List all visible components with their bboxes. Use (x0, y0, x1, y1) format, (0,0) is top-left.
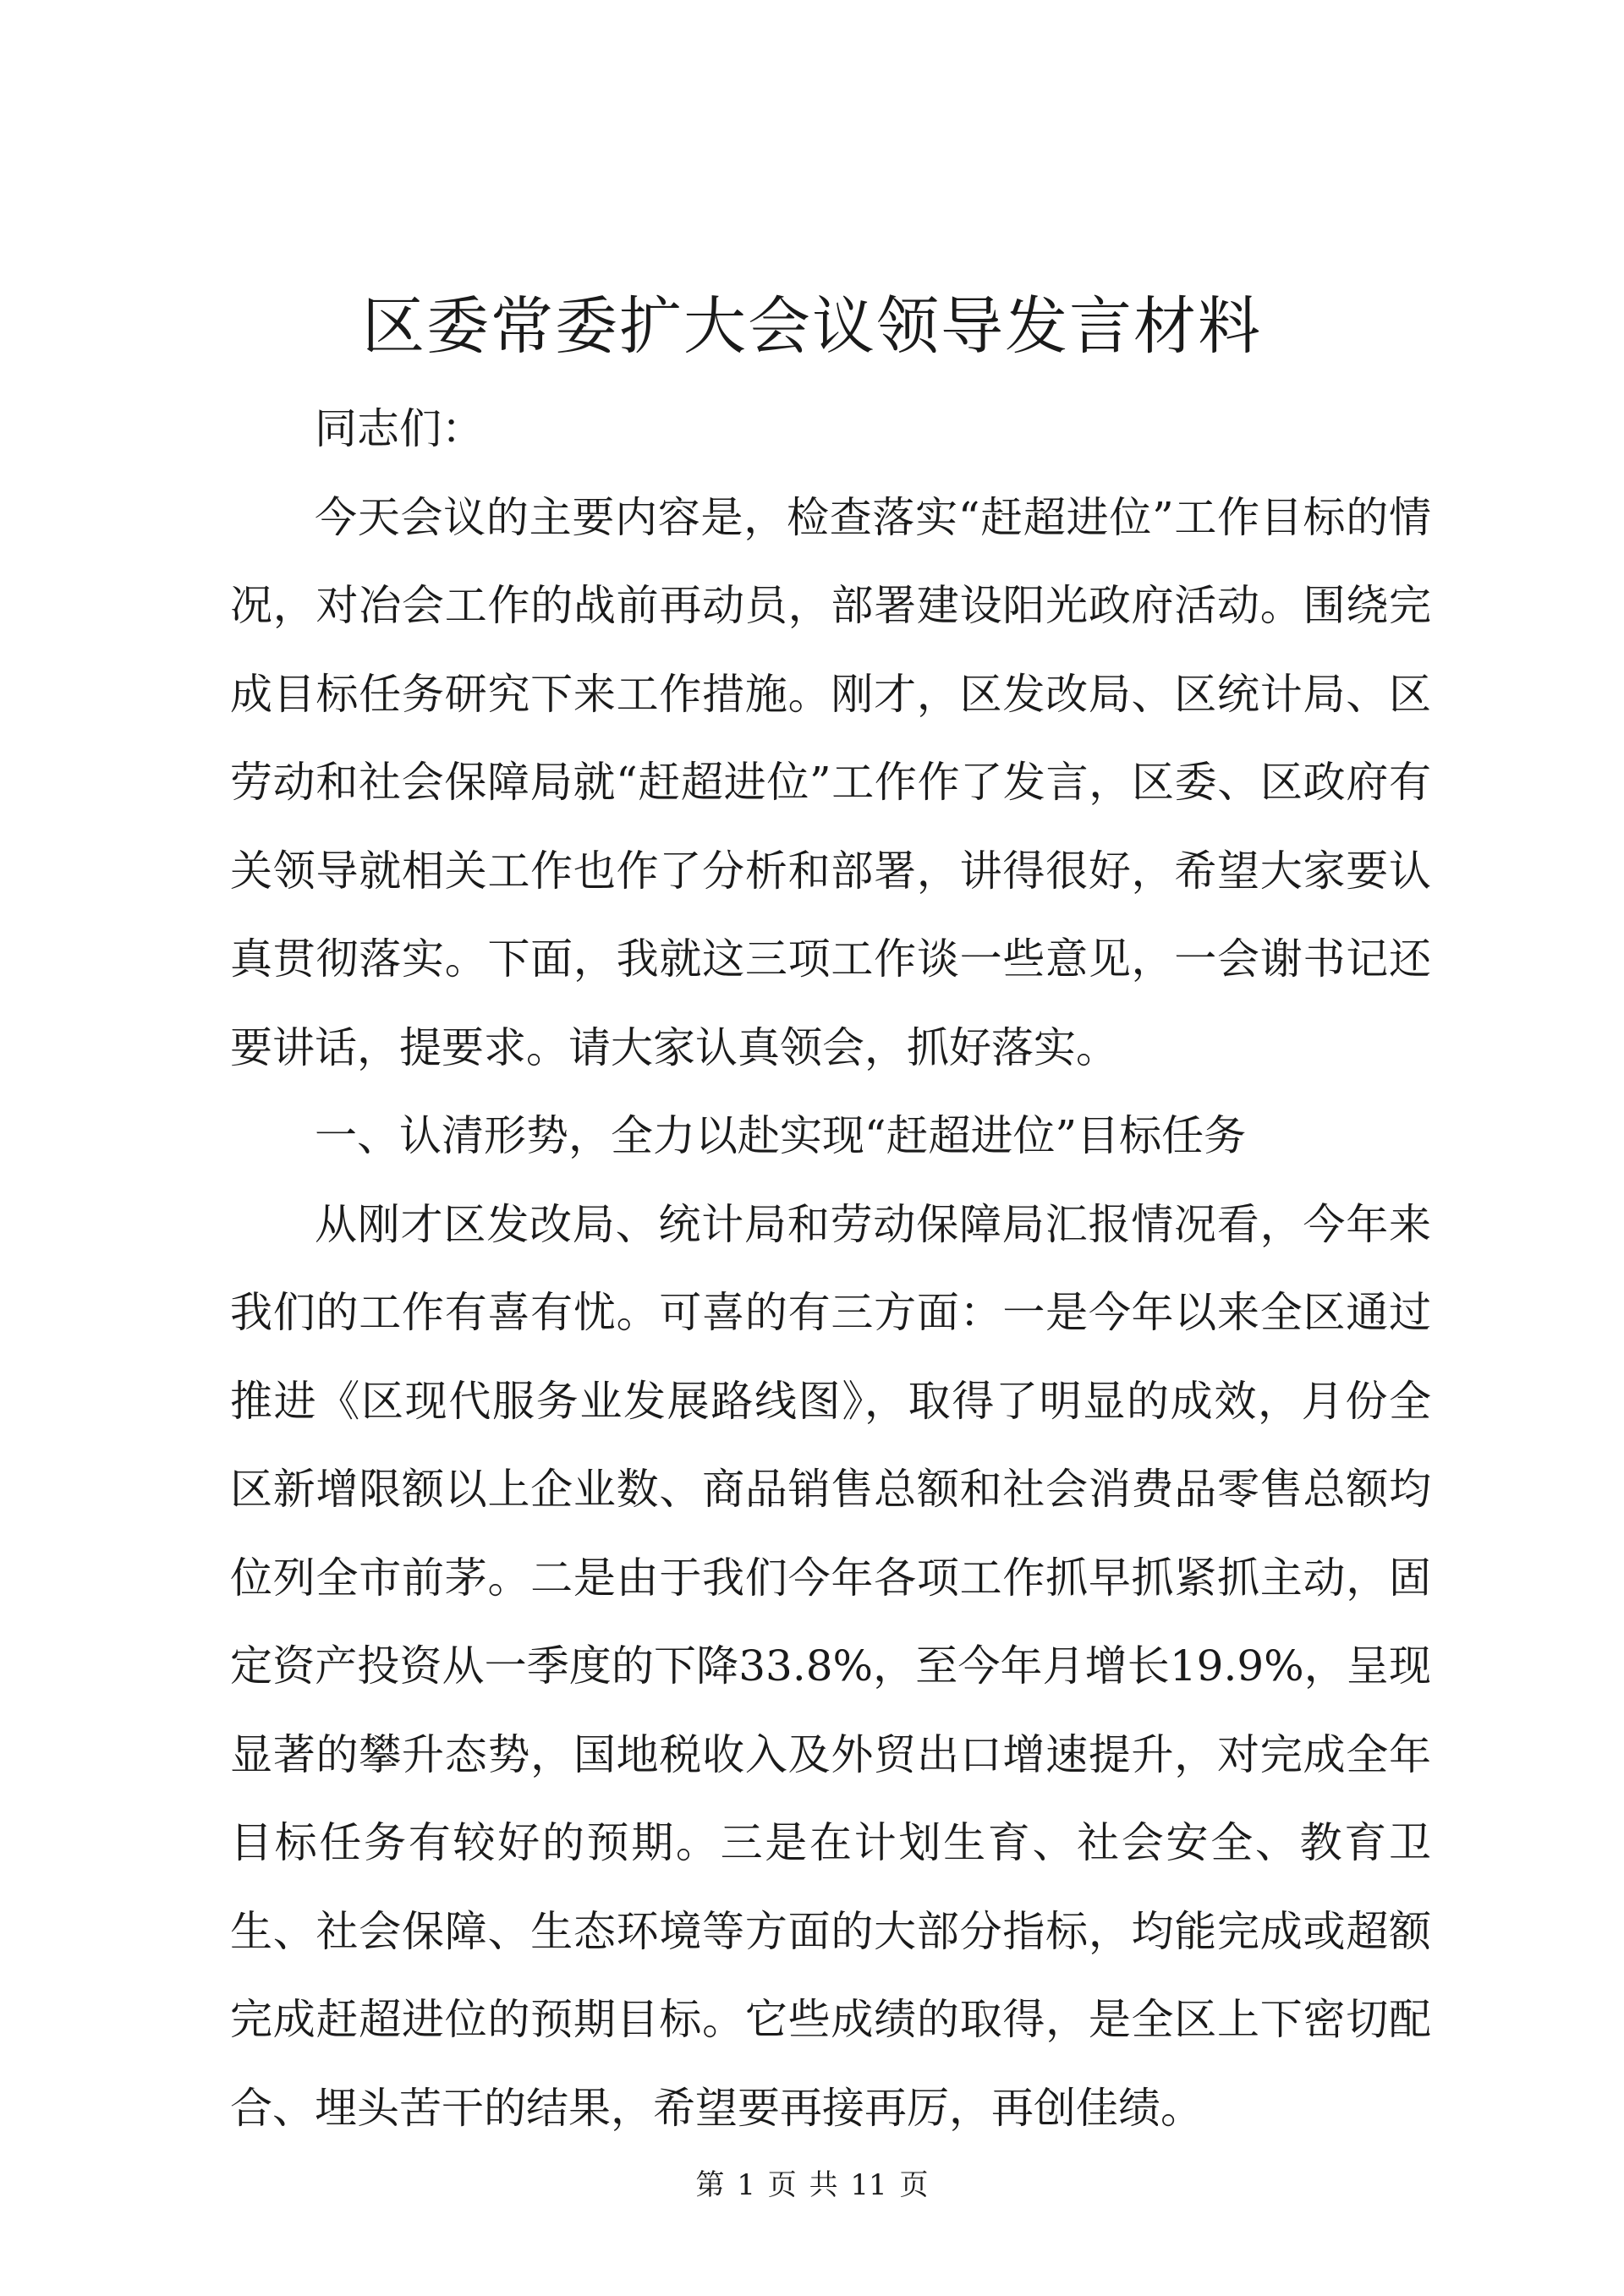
salutation-paragraph: 同志们： (315, 404, 484, 453)
document-title: 区委常委扩大会议领导发言材料 (362, 290, 1262, 363)
section-heading: 一、认清形势，全力以赴实现“赶超进位”目标任务 (315, 1111, 1247, 1160)
body-paragraph: 从刚才区发改局、统计局和劳动保障局汇报情况看，今年来我们的工作有喜有忧。可喜的有三方面：一是今年以来全区通过推进《区现代服务业发展路线图》，取得了明显的成效，月份全区新增限额以上企业数、商品销售总额和社会消费品零售总额均位列全市前茅。二是由于我们今年各项工作抓早抓紧抓主动，固定资产投资从一季度的下降33.8%，至今年月增长19.9%，呈现显著的攀升态势，国地税收入及外贸出口增速提升，对完成全年目标任务有较好的预期。三是在计划生育、社会安全、教育卫生、社会保障、生态环境等方面的大部分指标，均能完成或超额完成赶超进位的预期目标。它些成绩的取得，是全区上下密切配合、埋头苦干的结果，希望要再接再厉，再创佳绩。 (230, 1199, 1431, 2133)
document-body (230, 385, 1431, 2152)
page-footer: 第 1 页 共 11 页 (695, 2168, 929, 2202)
intro-paragraph: 今天会议的主要内容是，检查落实“赶超进位”工作目标的情况，对冶会工作的战前再动员，部署建设阳光政府活动。围绕完成目标任务研究下来工作措施。刚才，区发改局、区统计局、区劳动和社会保障局就“赶超进位”工作作了发言，区委、区政府有关领导就相关工作也作了分析和部署，讲得很好，希望大家要认真贯彻落实。下面，我就这三项工作谈一些意见，一会谢书记还要讲话，提要求。请大家认真领会，抓好落实。 (230, 492, 1431, 1072)
